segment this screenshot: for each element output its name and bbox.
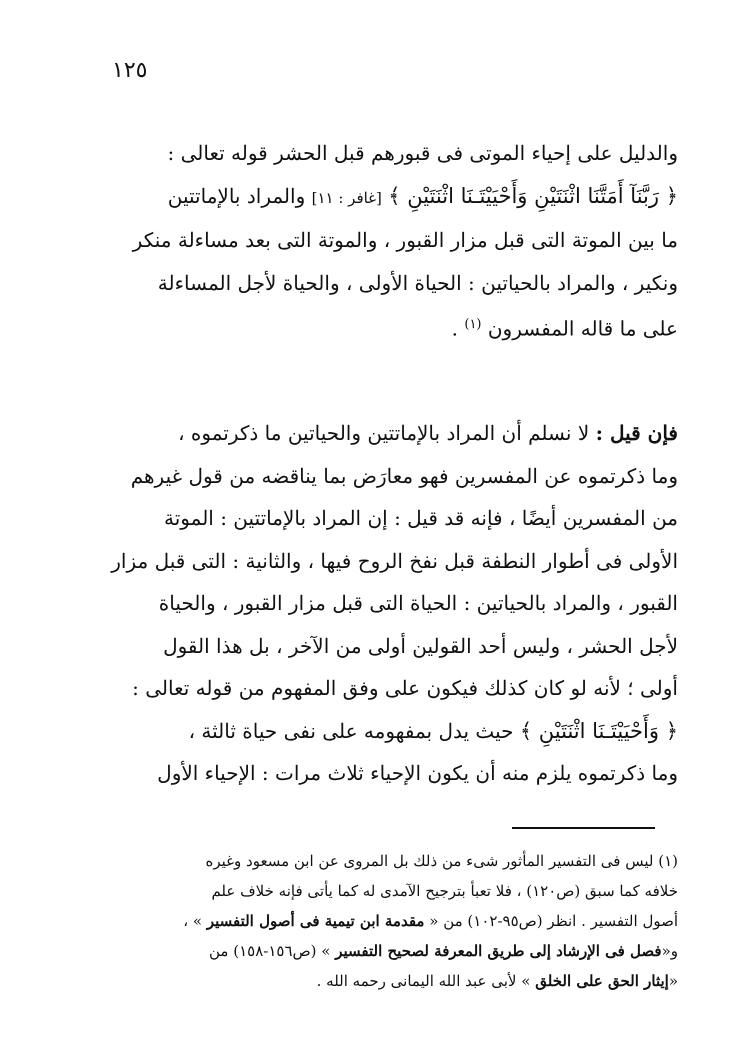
paragraph-1-line-5 [92,304,678,350]
quran-verse: ﴿ رَبَّنَآ أَمَتَّنَا اثْنَتَيْنِ وَأَحْيَيْتَـنَا اثْنَتَيْنِ ﴾ [388,183,678,208]
footnote-separator [512,827,655,829]
paragraph-2-line-3: من المفسرين أيضًا ، فإنه قد قيل : إن المراد بالإماتتين : الموتة [164,506,678,530]
paragraph-1-line-2-rest: والمراد بالإماتتين [167,183,306,208]
footnote-marker[interactable]: (١) [464,317,482,332]
footnote-line-3-c: » ، [183,912,203,930]
footnote-line-1: (١) ليس فى التفسير المأثور شىء من ذلك بل المروى عن ابن مسعود وغيره [205,852,678,870]
footnote-line-5-c: » لأبى عبد الله اليمانى رحمه الله . [316,972,531,990]
paragraph-2-line-8-rest: حيث يدل بمفهومه على نفى حياة ثالثة ، [188,718,514,743]
objection-lead: فإن قيل : [595,421,678,445]
paragraph-2-line-8 [92,710,678,753]
footnote-line-3-a: أصول التفسير . انظر (ص٩٥-١٠٢) من « [429,912,678,930]
footnote-line-4-a: و« [661,942,678,960]
paragraph-2-line-7: أولى ؛ لأنه لو كان كذلك فيكون على وفق المفهوم من قوله تعالى : [132,676,678,700]
footnote-line-4 [92,936,678,966]
paragraph-1-line-5-text: على ما قاله المفسرون [487,316,678,341]
paragraph-2-line-1-rest: لا نسلم أن المراد بالإماتتين والحياتين ما ذكرتموه ، [178,421,590,445]
paragraph-2-line-6: لأجل الحشر ، وليس أحد القولين أولى من الآخر ، بل هذا القول [163,633,678,658]
paragraph-1-line-2 [92,175,678,220]
paragraph-1-line-1: والدليل على إحياء الموتى فى قبورهم قبل الحشر قوله تعالى : [167,141,678,165]
paragraph-1-line-3: ما بين الموتة التى قبل مزار القبور ، والموتة التى بعد مساءلة منكر [132,228,678,252]
paragraph-2-line-2: وما ذكرتموه عن المفسرين فهو معارَض بما يناقضه من قول غيرهم [130,463,678,488]
footnote-line-5 [92,966,678,996]
paragraph-2-line-9: وما ذكرتموه يلزم منه أن يكون الإحياء ثلاث مرات : الإحياء الأول [157,761,678,785]
footnote-line-2: خلافه كما سبق (ص١٢٠) ، فلا تعبأ بترجيح الآمدى له كما يأتى فإنه خلاف علم [211,882,678,900]
quran-verse-2: ﴿ وَأَحْيَيْتَـنَا اثْنَتَيْنِ ﴾ [519,718,678,743]
paragraph-2 [92,412,678,795]
page-number: ١٢٥ [112,58,148,83]
paragraph-1-line-4: ونكير ، والمراد بالحياتين : الحياة الأولى ، والحياة لأجل المساءلة [157,270,678,295]
cited-work-1: مقدمة ابن تيمية فى أصول التفسير [206,912,425,930]
cited-work-2: فصل فى الإرشاد إلى طريق المعرفة لصحيح التفسير [335,942,662,960]
cited-work-3: إيثار الحق على الخلق [535,972,669,990]
paragraph-1-line-5-end: . [451,316,458,341]
paragraph-2-line-4: الأولى فى أطوار النطفة قبل نفخ الروح فيها ، والثانية : التى قبل مزار [111,548,678,573]
paragraph-2-line-5: القبور ، والمراد بالحياتين : الحياة التى قبل مزار القبور ، والحياة [158,591,678,615]
footnotes [92,846,678,996]
footnote-line-3 [92,906,678,936]
paragraph-2-line-1 [92,412,678,455]
verse-reference: [غافر : ١١] [311,188,382,207]
footnote-line-4-c: » (ص١٥٦-١٥٨) من [209,942,331,960]
footnote-line-5-a: « [668,972,678,990]
paragraph-1 [92,132,678,350]
